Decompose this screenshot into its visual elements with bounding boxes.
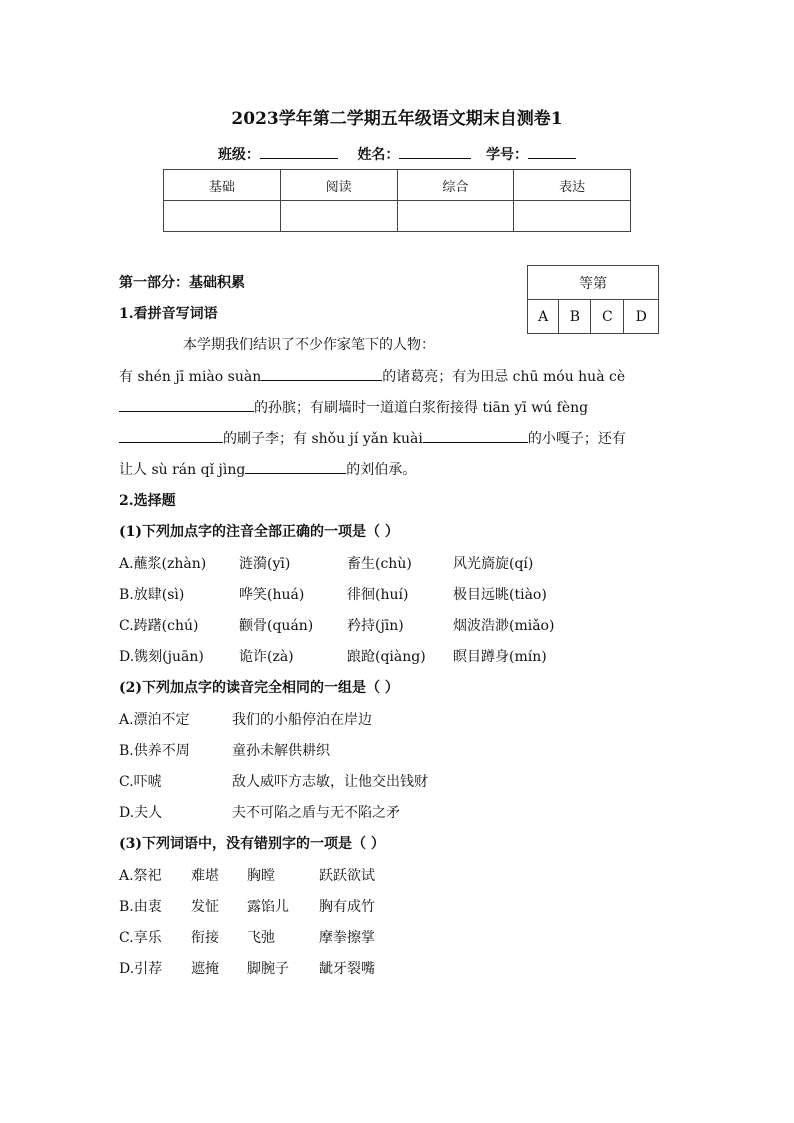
pinyin-line-2 [119, 397, 588, 417]
pinyin-line-1 [119, 366, 625, 386]
option-row[interactable]: B.供养不周 童孙未解供耕织 [119, 743, 330, 759]
pinyin-line-4 [119, 459, 416, 479]
question-title: 1.看拼音写词语 [119, 306, 218, 322]
name-field[interactable] [399, 146, 471, 159]
subquestion-title: (1)下列加点字的注音全部正确的一项是（ ） [119, 524, 399, 540]
subquestion-title: (2)下列加点字的读音完全相同的一组是（ ） [119, 680, 399, 696]
exam-title: 2023学年第二学期五年级语文期末自测卷1 [231, 109, 563, 129]
pinyin-text: 的诸葛亮；有为田忌 chū móu huà cè [382, 369, 626, 385]
grade-table [527, 265, 659, 334]
answer-blank[interactable] [119, 430, 223, 443]
score-header-cell: 基础 [164, 170, 281, 201]
score-header-cell: 综合 [397, 170, 514, 201]
option-row[interactable]: D.引荐 遮掩 脚腕子 龇牙裂嘴 [119, 961, 375, 977]
pinyin-line-3 [119, 428, 626, 448]
pinyin-text: 的小嘎子；还有 [527, 431, 626, 447]
name-label: 姓名： [357, 147, 400, 163]
score-header-cell: 阅读 [280, 170, 397, 201]
student-info-line [0, 144, 794, 164]
student-id-label: 学号： [486, 147, 529, 163]
grade-option[interactable]: D [624, 300, 659, 334]
option-row[interactable]: B.由衷 发怔 露馅儿 胸有成竹 [119, 899, 375, 915]
grade-option[interactable]: B [559, 300, 591, 334]
class-label: 班级： [217, 147, 260, 163]
option-row[interactable]: A.祭祀 难堪 胸瞠 跃跃欲试 [119, 868, 375, 884]
pinyin-text: 的刷子李；有 shǒu jí yǎn kuài [223, 431, 423, 447]
score-value-cell[interactable] [164, 201, 281, 232]
option-row[interactable]: A.漂泊不定 我们的小船停泊在岸边 [119, 712, 372, 728]
score-table-header-row [164, 170, 631, 201]
answer-blank[interactable] [261, 368, 382, 381]
option-row[interactable]: C.享乐 衔接 飞弛 摩拳擦掌 [119, 930, 375, 946]
answer-blank[interactable] [245, 461, 346, 474]
score-value-cell[interactable] [280, 201, 397, 232]
class-field[interactable] [260, 146, 338, 159]
answer-blank[interactable] [119, 399, 254, 412]
option-row[interactable]: D.镌刻(juān) 诡诈(zà) 踉跄(qiàng) 瞑目蹲身(mín) [119, 649, 547, 665]
option-row[interactable]: C.吓唬 敌人威吓方志敏，让他交出钱财 [119, 774, 428, 790]
option-row[interactable]: C.踌躇(chú) 颧骨(quán) 矜持(jīn) 烟波浩渺(miǎo) [119, 618, 555, 634]
subquestion-title: (3)下列词语中，没有错别字的一项是（ ） [119, 836, 385, 852]
answer-blank[interactable] [423, 430, 528, 443]
pinyin-text: 有 shén jī miào suàn [119, 369, 262, 385]
score-value-cell[interactable] [514, 201, 631, 232]
score-header-cell: 表达 [514, 170, 631, 201]
option-row[interactable]: A.蘸浆(zhàn) 涟漪(yī) 畜生(chù) 风光旖旋(qí) [119, 556, 534, 572]
grade-option[interactable]: C [591, 300, 624, 334]
score-value-cell[interactable] [397, 201, 514, 232]
score-table [163, 169, 631, 232]
grade-option[interactable]: A [528, 300, 559, 334]
pinyin-text: 的孙膑；有刷墙时一道道白浆衔接得 tiān yī wú fèng [254, 400, 589, 416]
score-table-value-row [164, 201, 631, 232]
pinyin-text: 让人 sù rán qǐ jìng [119, 462, 246, 478]
pinyin-text: 的刘伯承。 [346, 462, 417, 478]
question-title: 2.选择题 [119, 493, 176, 509]
student-id-field[interactable] [528, 146, 576, 159]
question-intro: 本学期我们结识了不少作家笔下的人物： [183, 337, 435, 353]
section-title: 第一部分：基础积累 [119, 275, 245, 291]
option-row[interactable]: D.夫人 夫不可陷之盾与无不陷之矛 [119, 805, 400, 821]
option-row[interactable]: B.放肆(sì) 哗笑(huá) 徘徊(huí) 极目远眺(tiào) [119, 587, 547, 603]
grade-header: 等第 [528, 266, 659, 300]
